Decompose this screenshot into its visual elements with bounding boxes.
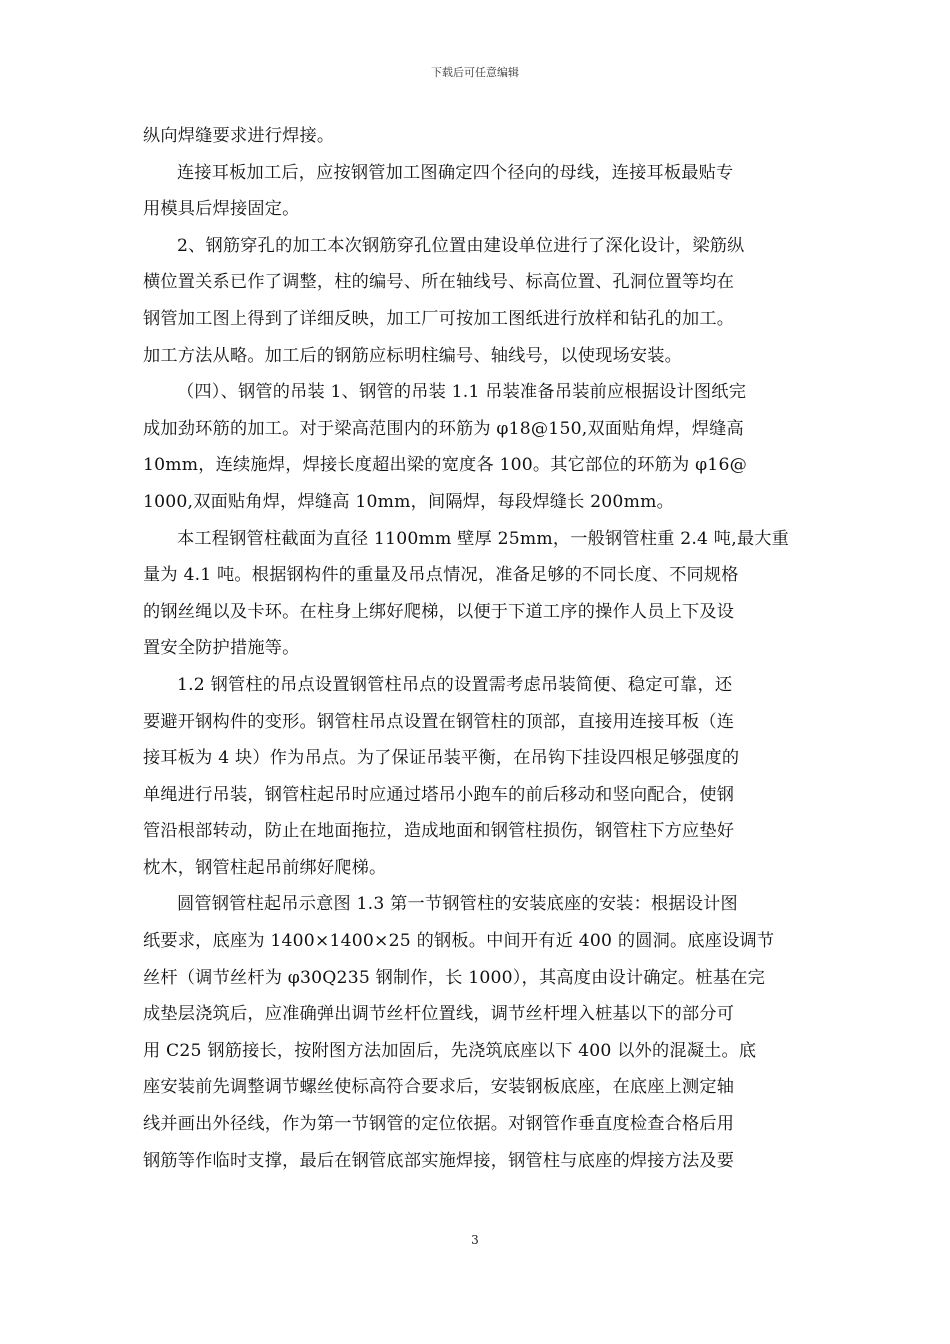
text-line: 要避开钢构件的变形。钢管柱吊点设置在钢管柱的顶部，直接用连接耳板（连 xyxy=(143,711,735,732)
text-line: 线并画出外径线，作为第一节钢管的定位依据。对钢管作垂直度检查合格后用 xyxy=(143,1114,735,1135)
text-line: 纵向焊缝要求进行焊接。 xyxy=(143,126,335,146)
text-line: 用模具后焊接固定。 xyxy=(143,199,300,220)
page-number: 3 xyxy=(471,1233,479,1247)
text-line: 接耳板为 4 块）作为吊点。为了保证吊装平衡，在吊钩下挂设四根足够强度的 xyxy=(143,748,740,769)
text-line: 置安全防护措施等。 xyxy=(143,638,300,659)
text-line: 1000,双面贴角焊，焊缝高 10mm，间隔焊，每段焊缝长 200mm。 xyxy=(143,491,674,512)
text-line: 钢管加工图上得到了详细反映，加工厂可按加工图纸进行放样和钻孔的加工。 xyxy=(143,308,735,329)
text-line: 座安装前先调整调节螺丝使标高符合要求后，安装钢板底座，在底座上测定轴 xyxy=(143,1077,735,1098)
text-line: 横位置关系已作了调整，柱的编号、所在轴线号、标高位置、孔洞位置等均在 xyxy=(143,272,735,293)
text-line: 管沿根部转动，防止在地面拖拉，造成地面和钢管柱损伤，钢管柱下方应垫好 xyxy=(143,821,735,842)
text-line: 加工方法从略。加工后的钢筋应标明柱编号、轴线号，以使现场安装。 xyxy=(143,345,683,366)
text-line: 的钢丝绳以及卡环。在柱身上绑好爬梯，以便于下道工序的操作人员上下及设 xyxy=(143,601,735,622)
text-line: 10mm，连续施焊，焊接长度超出梁的宽度各 100。其它部位的环筋为 φ16@ xyxy=(143,455,747,476)
text-line: （四）、钢管的吊装 1、钢管的吊装 1.1 吊装准备吊装前应根据设计图纸完 xyxy=(177,382,747,403)
text-line: 圆管钢管柱起吊示意图 1.3 第一节钢管柱的安装底座的安装：根据设计图 xyxy=(177,894,738,915)
text-line: 钢筋等作临时支撑，最后在钢管底部实施焊接，钢管柱与底座的焊接方法及要 xyxy=(143,1150,735,1171)
text-line: 本工程钢管柱截面为直径 1100mm 壁厚 25mm，一般钢管柱重 2.4 吨,最大重 xyxy=(177,528,790,549)
text-line: 连接耳板加工后，应按钢管加工图确定四个径向的母线，连接耳板最贴专 xyxy=(177,162,734,183)
text-line: 纸要求，底座为 1400×1400×25 的钢板。中间开有近 400 的圆洞。底座设调节 xyxy=(143,931,775,952)
text-line: 成加劲环筋的加工。对于梁高范围内的环筋为 φ18@150,双面贴角焊，焊缝高 xyxy=(143,418,744,439)
document-body xyxy=(143,118,808,1179)
text-line: 用 C25 钢筋接长，按附图方法加固后，先浇筑底座以下 400 以外的混凝土。底 xyxy=(143,1040,757,1061)
page-header: 下载后可任意编辑 xyxy=(431,66,519,79)
text-line: 枕木，钢管柱起吊前绑好爬梯。 xyxy=(143,857,387,878)
text-line: 量为 4.1 吨。根据钢构件的重量及吊点情况，准备足够的不同长度、不同规格 xyxy=(143,565,739,586)
text-line: 单绳进行吊装，钢管柱起吊时应通过塔吊小跑车的前后移动和竖向配合，使钢 xyxy=(143,784,735,805)
text-line: 2、钢筋穿孔的加工本次钢筋穿孔位置由建设单位进行了深化设计，梁筋纵 xyxy=(177,235,745,256)
text-line: 丝杆（调节丝杆为 φ30Q235 钢制作，长 1000），其高度由设计确定。桩基在完 xyxy=(143,967,765,988)
text-line: 1.2 钢管柱的吊点设置钢管柱吊点的设置需考虑吊装简便、稳定可靠，还 xyxy=(177,674,733,695)
text-line: 成垫层浇筑后，应准确弹出调节丝杆位置线，调节丝杆埋入桩基以下的部分可 xyxy=(143,1004,735,1025)
